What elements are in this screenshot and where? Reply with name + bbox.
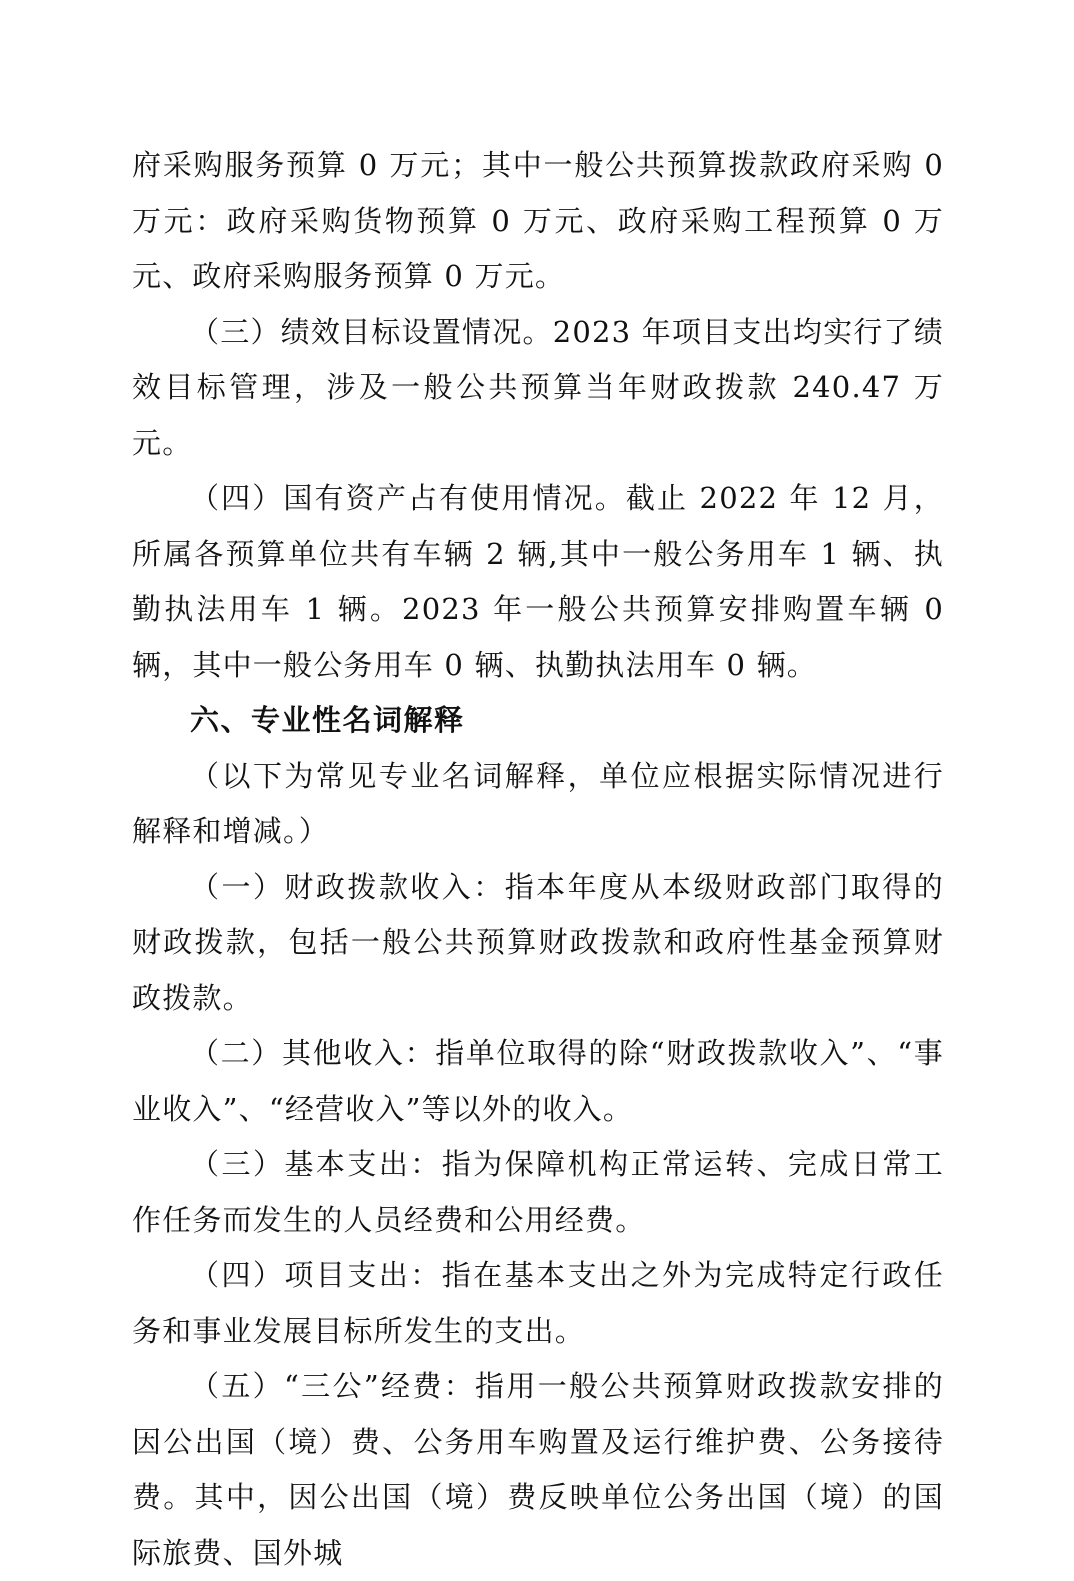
paragraph-terms-note: （以下为常见专业名词解释，单位应根据实际情况进行解释和增减。） — [132, 758, 944, 848]
paragraph-term-fiscal-income: （一）财政拨款收入：指本年度从本级财政部门取得的财政拨款，包括一般公共预算财政拨款和政府性基金预算财政拨款。 — [132, 869, 944, 1015]
paragraph-term-other-income: （二）其他收入：指单位取得的除“财政拨款收入”、“事业收入”、“经营收入”等以外的收入。 — [132, 1036, 944, 1126]
section-heading-terms: 六、专业性名词解释 — [190, 703, 465, 737]
document-body — [132, 138, 944, 1581]
paragraph-procurement-budget: 府采购服务预算 0 万元；其中一般公共预算拨款政府采购 0 万元：政府采购货物预算 0 万元、政府采购工程预算 0 万元、政府采购服务预算 0 万元。 — [132, 148, 944, 293]
paragraph-state-assets: （四）国有资产占有使用情况。截止 2022 年 12 月，所属各预算单位共有车辆 2 辆,其中一般公务用车 1 辆、执勤执法用车 1 辆。2023 年一般公共预算安排购置车辆 0 辆，其中一般公务用车 0 辆、执勤执法用车 0 辆。 — [132, 481, 944, 682]
paragraph-term-project-expenditure: （四）项目支出：指在基本支出之外为完成特定行政任务和事业发展目标所发生的支出。 — [132, 1258, 944, 1348]
paragraph-term-three-public: （五）“三公”经费：指用一般公共预算财政拨款安排的因公出国（境）费、公务用车购置及运行维护费、公务接待费。其中，因公出国（境）费反映单位公务出国（境）的国际旅费、国外城 — [132, 1369, 944, 1570]
paragraph-term-basic-expenditure: （三）基本支出：指为保障机构正常运转、完成日常工作任务而发生的人员经费和公用经费。 — [132, 1147, 944, 1237]
paragraph-performance-targets: （三）绩效目标设置情况。2023 年项目支出均实行了绩效目标管理，涉及一般公共预算当年财政拨款 240.47 万元。 — [132, 314, 944, 460]
